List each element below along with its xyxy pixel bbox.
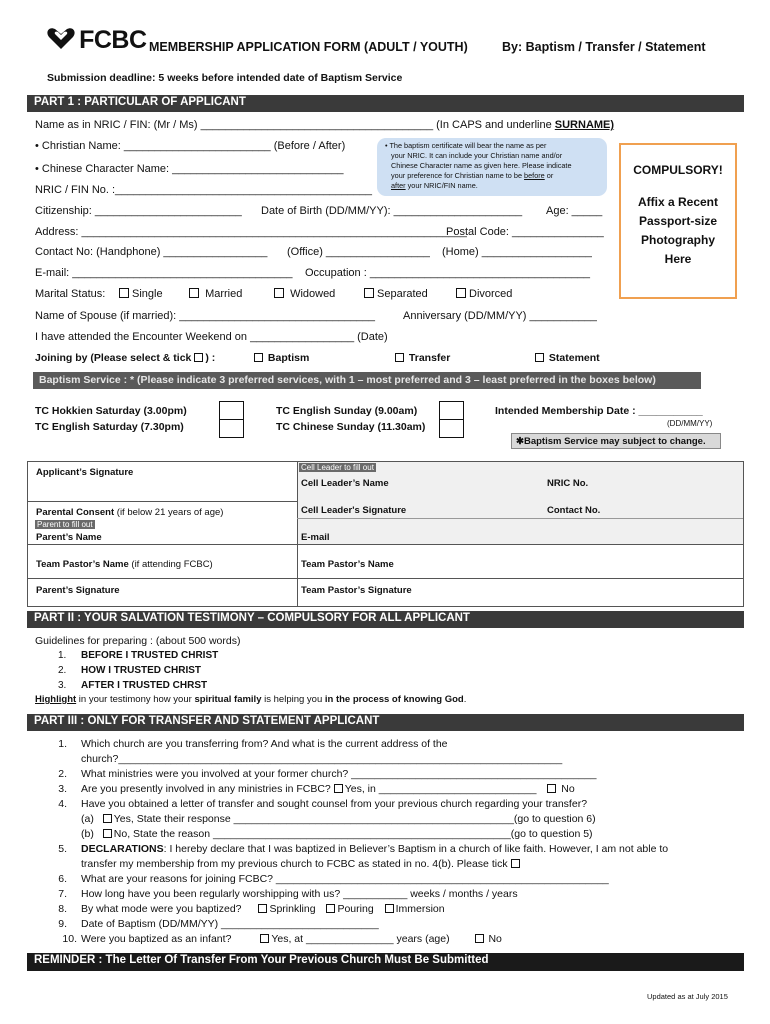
note-line: The baptism certificate will bear the name as per xyxy=(389,141,547,150)
hl-spiritual: spiritual family xyxy=(194,694,262,705)
part3-header: PART III : ONLY FOR TRANSFER AND STATEMENT APPLICANT xyxy=(27,714,744,731)
highlight-word: Highlight xyxy=(35,694,77,705)
checkbox-icon[interactable] xyxy=(364,288,374,298)
q3-label: Are you presently involved in any ministries in FCBC? xyxy=(81,783,331,795)
spouse-field[interactable]: Name of Spouse (if married): ________________________________ xyxy=(35,310,376,322)
part2-header: PART II : YOUR SALVATION TESTIMONY – COMPULSORY FOR ALL APPLICANT xyxy=(27,611,744,628)
question-number: 9. xyxy=(58,918,67,930)
grid-line xyxy=(297,518,743,519)
marital-label: Marital Status: xyxy=(35,288,106,300)
q3-yes[interactable]: Yes, in ___________________________ xyxy=(344,783,537,795)
joining-label xyxy=(35,352,215,364)
q8-option[interactable]: Immersion xyxy=(395,903,445,915)
service-tc-english-sun: TC English Sunday (9.00am) xyxy=(276,405,418,417)
hl-text: is helping you xyxy=(261,694,325,705)
parental-consent-label[interactable] xyxy=(36,507,223,518)
guideline-item: HOW I TRUSTED CHRIST xyxy=(81,665,201,676)
home-phone-field[interactable]: (Home) __________________ xyxy=(442,246,592,258)
guideline-item: BEFORE I TRUSTED CHRIST xyxy=(81,650,219,661)
hl-process: in the process of knowing God xyxy=(324,694,464,705)
q5-tick[interactable] xyxy=(81,858,522,870)
service-tc-hokkien-sat: TC Hokkien Saturday (3.00pm) xyxy=(35,405,187,417)
marital-married[interactable] xyxy=(189,288,242,300)
team-pastor-signature-label[interactable]: Team Pastor’s Signature xyxy=(301,585,412,596)
q9-field[interactable]: Date of Baptism (DD/MM/YY) ___________________________ xyxy=(81,918,379,930)
encounter-field[interactable]: I have attended the Encounter Weekend on _________________ (Date) xyxy=(35,331,388,343)
preference-box-chinese-sun[interactable] xyxy=(439,419,464,438)
note-or: or xyxy=(546,171,554,180)
name-label: Name as in NRIC / FIN: (Mr / Ms) ______________________________________ (In CAPS and underline xyxy=(35,119,555,131)
question-number: 3. xyxy=(58,783,67,795)
marital-separated[interactable] xyxy=(364,288,428,300)
fcbc-logo xyxy=(46,26,147,54)
photo-line: Passport-size xyxy=(638,214,718,228)
checkbox-icon[interactable] xyxy=(547,784,556,793)
marital-single[interactable] xyxy=(119,288,163,300)
checkbox-icon[interactable] xyxy=(456,288,466,298)
q10-yes[interactable]: Yes, at _______________ years (age) xyxy=(271,933,450,945)
q10-label: Were you baptized as an infant? xyxy=(81,933,232,945)
date-format-hint: (DD/MM/YY) xyxy=(667,419,713,428)
note-line: your preference for Christian name to be xyxy=(391,171,523,180)
q7-field[interactable]: How long have you been regularly worshipping with us? ___________ weeks / months / years xyxy=(81,888,518,900)
checkbox-icon[interactable] xyxy=(254,353,263,362)
compulsory-label: COMPULSORY! xyxy=(633,163,723,177)
checkbox-icon[interactable] xyxy=(189,288,199,298)
signature-grid xyxy=(27,461,744,607)
checkbox-icon[interactable] xyxy=(103,814,112,823)
grid-line xyxy=(28,544,743,545)
form-by-line: By: Baptism / Transfer / Statement xyxy=(502,40,706,54)
team-pastor-name-left[interactable] xyxy=(36,559,213,570)
q1-church-field[interactable]: church?____________________________________________________________________________ xyxy=(81,753,563,765)
nric-field[interactable]: NRIC / FIN No. :__________________________________________ xyxy=(35,184,373,196)
asterisk-icon: ✱ xyxy=(516,436,524,447)
cell-leader-signature-label[interactable]: Cell Leader's Signature xyxy=(301,505,407,516)
q4a[interactable] xyxy=(81,813,596,825)
part1-header: PART 1 : PARTICULAR OF APPLICANT xyxy=(27,95,744,112)
applicant-signature-label[interactable]: Applicant’s Signature xyxy=(36,467,134,478)
checkbox-icon[interactable] xyxy=(103,829,112,838)
anniversary-field[interactable]: Anniversary (DD/MM/YY) ___________ xyxy=(403,310,597,322)
logo-text: FCBC xyxy=(79,26,147,54)
option-label: Divorced xyxy=(469,288,513,300)
note-line: your NRIC. It can include your Christian name and/or xyxy=(391,151,563,160)
heart-logo-icon xyxy=(46,27,76,51)
option-label: Separated xyxy=(377,288,428,300)
subject-text: Baptism Service may subject to change. xyxy=(523,436,706,447)
q5-text xyxy=(81,843,668,855)
guideline-item: AFTER I TRUSTED CHRST xyxy=(81,680,208,691)
q3-text xyxy=(81,783,575,795)
checkbox-icon[interactable] xyxy=(258,904,267,913)
marital-widowed[interactable] xyxy=(274,288,335,300)
baptism-service-bar: Baptism Service : * (Please indicate 3 preferred services, with 1 – most preferred and 3 – least preferred in the boxes below) xyxy=(33,372,701,389)
note-line: your NRIC/FIN name. xyxy=(407,181,478,190)
question-number: 6. xyxy=(58,873,67,885)
hl-end: . xyxy=(463,694,467,705)
option-label: Single xyxy=(132,288,163,300)
joining-baptism[interactable] xyxy=(254,352,309,364)
option-label: Married xyxy=(205,288,243,300)
address-field[interactable]: Address: _______________________________________________________________ xyxy=(35,226,467,238)
parent-fill-tag: Parent to fill out xyxy=(37,520,93,529)
team-pastor-name-right[interactable]: Team Pastor’s Name xyxy=(301,559,394,570)
preference-box-english-sun[interactable] xyxy=(439,401,464,420)
q8-option[interactable]: Sprinkling xyxy=(269,903,316,915)
preference-box-hokkien-sat[interactable] xyxy=(219,401,244,420)
question-number: 4. xyxy=(58,798,67,810)
q5-line: : I hereby declare that I was baptized in Believer’s Baptism in a church of like faith. However, I am not able to xyxy=(163,843,669,855)
age-field[interactable]: Age: _____ xyxy=(546,205,603,217)
checkbox-icon[interactable] xyxy=(475,934,484,943)
checkbox-icon[interactable] xyxy=(119,288,129,298)
parent-signature-label[interactable]: Parent’s Signature xyxy=(36,585,120,596)
grid-line xyxy=(28,578,743,579)
reminder-bar: REMINDER : The Letter Of Transfer From Your Previous Church Must Be Submitted xyxy=(27,953,744,971)
nric-label[interactable]: NRIC No. xyxy=(547,478,589,489)
submission-deadline: Submission deadline: 5 weeks before intended date of Baptism Service xyxy=(47,72,403,84)
cell-email-label[interactable]: E-mail xyxy=(301,532,330,543)
q6-field[interactable]: What are your reasons for joining FCBC? _________________________________________________________ xyxy=(81,873,609,885)
name-field[interactable] xyxy=(35,119,614,131)
parental-consent-text: Parental Consent xyxy=(36,507,115,518)
photo-line: Affix a Recent xyxy=(637,195,719,209)
grid-line xyxy=(28,501,297,502)
email-field[interactable]: E-mail: ____________________________________ xyxy=(35,267,293,279)
checkbox-icon[interactable] xyxy=(334,784,343,793)
handphone-field[interactable]: Contact No: (Handphone) _________________ xyxy=(35,246,268,258)
guideline-number: 1. xyxy=(58,650,67,661)
photo-box[interactable] xyxy=(619,143,737,299)
checkbox-icon xyxy=(194,353,203,362)
bullet-icon: • xyxy=(385,141,390,150)
question-number: 8. xyxy=(58,903,67,915)
q4b[interactable] xyxy=(81,828,593,840)
checkbox-icon[interactable] xyxy=(274,288,284,298)
marital-divorced[interactable] xyxy=(456,288,512,300)
checkbox-icon[interactable] xyxy=(326,904,335,913)
checkbox-icon[interactable] xyxy=(260,934,269,943)
checkbox-icon[interactable] xyxy=(511,859,520,868)
q8-text xyxy=(81,903,445,915)
cell-leader-name-label[interactable]: Cell Leader’s Name xyxy=(301,478,389,489)
intended-membership-date[interactable]: Intended Membership Date : ___________ xyxy=(495,405,703,417)
q4b-text: No, State the reason ___________________________________________________(go to question 5) xyxy=(113,828,593,840)
christian-name-label: Christian Name: ________________________ (Before / After) xyxy=(41,140,346,152)
q5-line2: transfer my membership from my previous church to FCBC as stated in no. 4(b). Please tick xyxy=(81,858,508,870)
joining-text-end: ) : xyxy=(205,352,216,364)
option-label: Statement xyxy=(548,352,600,364)
q1-text: Which church are you transferring from? And what is the current address of the xyxy=(81,738,448,750)
q4a-label: (a) xyxy=(81,813,94,825)
declarations-label: DECLARATIONS xyxy=(81,843,164,855)
q4a-text: Yes, State their response ________________________________________________(go to question 6) xyxy=(113,813,596,825)
occupation-field[interactable]: Occupation : ____________________________________ xyxy=(305,267,591,279)
highlight-note xyxy=(35,694,466,705)
grid-vertical-divider xyxy=(297,462,298,606)
photo-line: Photography xyxy=(641,233,715,247)
joining-text: Joining by (Please select & tick xyxy=(35,352,192,364)
checkbox-icon[interactable] xyxy=(395,353,404,362)
service-tc-chinese-sun: TC Chinese Sunday (11.30am) xyxy=(276,421,426,433)
q4-text: Have you obtained a letter of transfer and sought counsel from your previous church regarding your transfer? xyxy=(81,798,588,810)
surname-label: SURNAME) xyxy=(554,119,615,131)
form-title: MEMBERSHIP APPLICATION FORM (ADULT / YOUTH) xyxy=(149,40,468,54)
cell-fill-tag: Cell Leader to fill out xyxy=(301,463,374,472)
note-after: after xyxy=(391,181,406,190)
christian-name-field[interactable] xyxy=(35,140,345,152)
contact-no-label[interactable]: Contact No. xyxy=(547,505,601,516)
citizenship-field[interactable]: Citizenship: ________________________ xyxy=(35,205,242,217)
joining-transfer[interactable] xyxy=(395,352,450,364)
q8-label: By what mode were you baptized? xyxy=(81,903,242,915)
guidelines-label: Guidelines for preparing : (about 500 words) xyxy=(35,635,241,647)
q4b-label: (b) xyxy=(81,828,94,840)
option-label: Baptism xyxy=(267,352,310,364)
chinese-name-field[interactable] xyxy=(35,163,343,175)
note-before: before xyxy=(524,171,545,180)
service-tc-english-sat: TC English Saturday (7.30pm) xyxy=(35,421,184,433)
note-line: Chinese Character name as given here. Please indicate xyxy=(391,161,572,170)
updated-date: Updated as at July 2015 xyxy=(647,992,728,1001)
bullet-icon: • xyxy=(35,140,42,152)
chinese-name-label: Chinese Character Name: ____________________________ xyxy=(41,163,344,175)
question-number: 5. xyxy=(58,843,67,855)
q10-no: No xyxy=(488,933,502,945)
question-number: 1. xyxy=(58,738,67,750)
q2-field[interactable]: What ministries were you involved at your former church? __________________________________________ xyxy=(81,768,597,780)
checkbox-icon[interactable] xyxy=(385,904,394,913)
photo-line: Here xyxy=(664,252,692,266)
checkbox-icon[interactable] xyxy=(535,353,544,362)
question-number: 2. xyxy=(58,768,67,780)
option-label: Widowed xyxy=(290,288,336,300)
parent-name-label[interactable]: Parent’s Name xyxy=(36,532,102,543)
guideline-number: 2. xyxy=(58,665,67,676)
bullet-icon: • xyxy=(35,163,42,175)
name-note-bubble xyxy=(377,138,607,196)
dob-field[interactable]: Date of Birth (DD/MM/YY): _____________________ xyxy=(261,205,523,217)
q3-no: No xyxy=(561,783,575,795)
team-pastor-name-text: Team Pastor’s Name xyxy=(36,559,129,570)
question-number: 10. xyxy=(62,933,77,945)
parental-consent-note: (if below 21 years of age) xyxy=(114,507,224,518)
question-number: 7. xyxy=(58,888,67,900)
q8-option[interactable]: Pouring xyxy=(337,903,374,915)
preference-box-english-sat[interactable] xyxy=(219,419,244,438)
postal-code-field[interactable]: Postal Code: _______________ xyxy=(446,226,604,238)
guideline-number: 3. xyxy=(58,680,67,691)
team-pastor-note: (if attending FCBC) xyxy=(128,559,213,570)
subject-to-change-note xyxy=(511,433,721,449)
grid-shade-right-top xyxy=(297,462,743,544)
q10-text xyxy=(81,933,502,945)
hl-text: in your testimony how your xyxy=(76,694,195,705)
office-phone-field[interactable]: (Office) _________________ xyxy=(287,246,430,258)
option-label: Transfer xyxy=(408,352,451,364)
joining-statement[interactable] xyxy=(535,352,600,364)
